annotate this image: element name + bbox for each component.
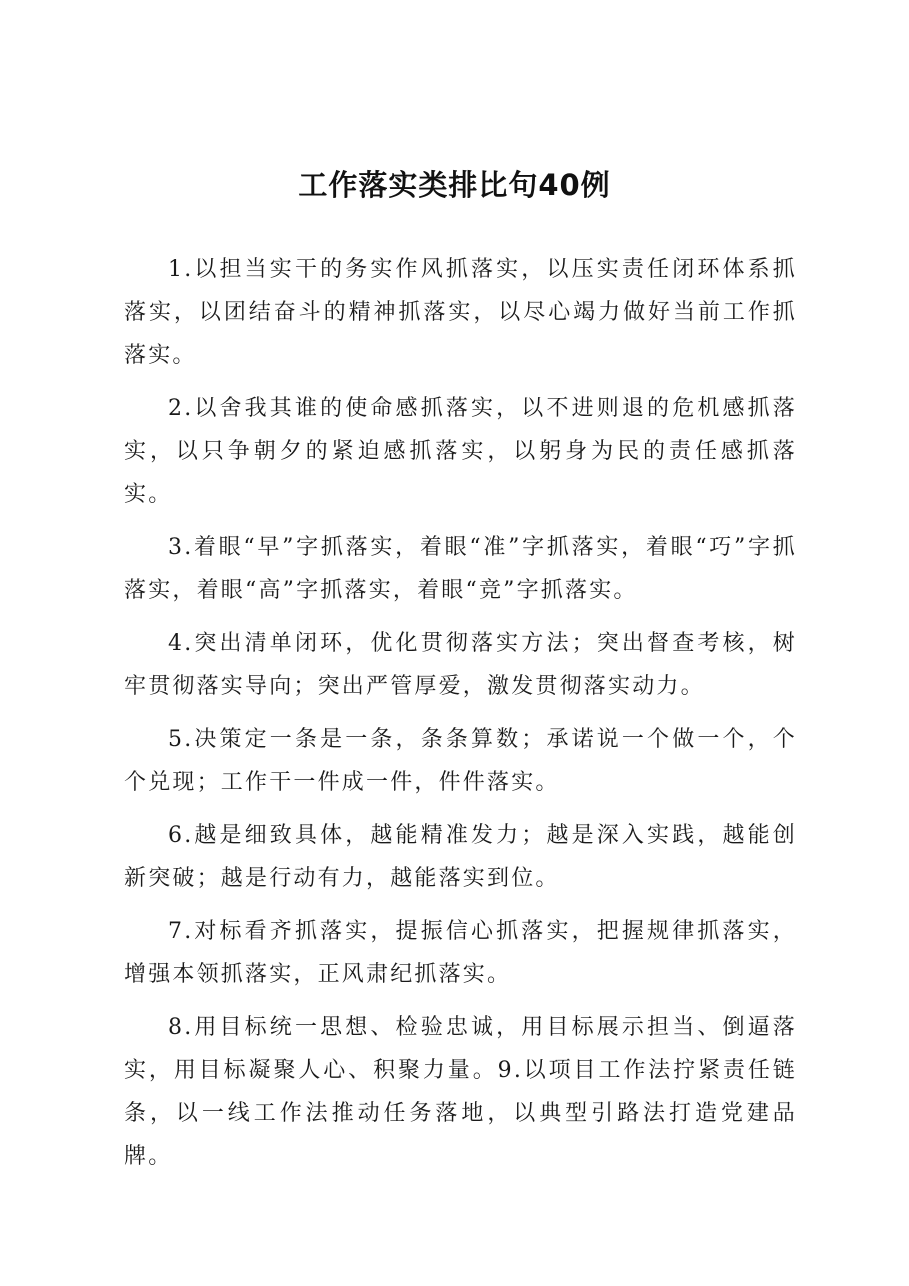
paragraph-8: 8.用目标统一思想、检验忠诚，用目标展示担当、倒逼落实，用目标凝聚人心、积聚力量。9.以项目工作法拧紧责任链条，以一线工作法推动任务落地，以典型引路法打造党建品牌。 <box>124 1015 797 1169</box>
paragraph-4: 4.突出清单闭环，优化贯彻落实方法；突出督查考核，树牢贯彻落实导向；突出严管厚爱，激发贯彻落实动力。 <box>124 631 797 699</box>
document-title: 工作落实类排比句40例 <box>298 168 611 202</box>
paragraph-3: 3.着眼“早”字抓落实，着眼“准”字抓落实，着眼“巧”字抓落实，着眼“高”字抓落实，着眼“竞”字抓落实。 <box>124 535 797 603</box>
paragraph-7: 7.对标看齐抓落实，提振信心抓落实，把握规律抓落实，增强本领抓落实，正风肃纪抓落实。 <box>124 919 797 987</box>
paragraph-2: 2.以舍我其谁的使命感抓落实，以不进则退的危机感抓落实，以只争朝夕的紧迫感抓落实，以躬身为民的责任感抓落实。 <box>124 396 797 507</box>
paragraph-5: 5.决策定一条是一条，条条算数；承诺说一个做一个，个个兑现；工作干一件成一件，件件落实。 <box>124 727 797 795</box>
document-body <box>124 248 797 1188</box>
paragraph-1: 1.以担当实干的务实作风抓落实，以压实责任闭环体系抓落实，以团结奋斗的精神抓落实，以尽心竭力做好当前工作抓落实。 <box>124 257 797 368</box>
paragraph-6: 6.越是细致具体，越能精准发力；越是深入实践，越能创新突破；越是行动有力，越能落实到位。 <box>124 823 797 891</box>
